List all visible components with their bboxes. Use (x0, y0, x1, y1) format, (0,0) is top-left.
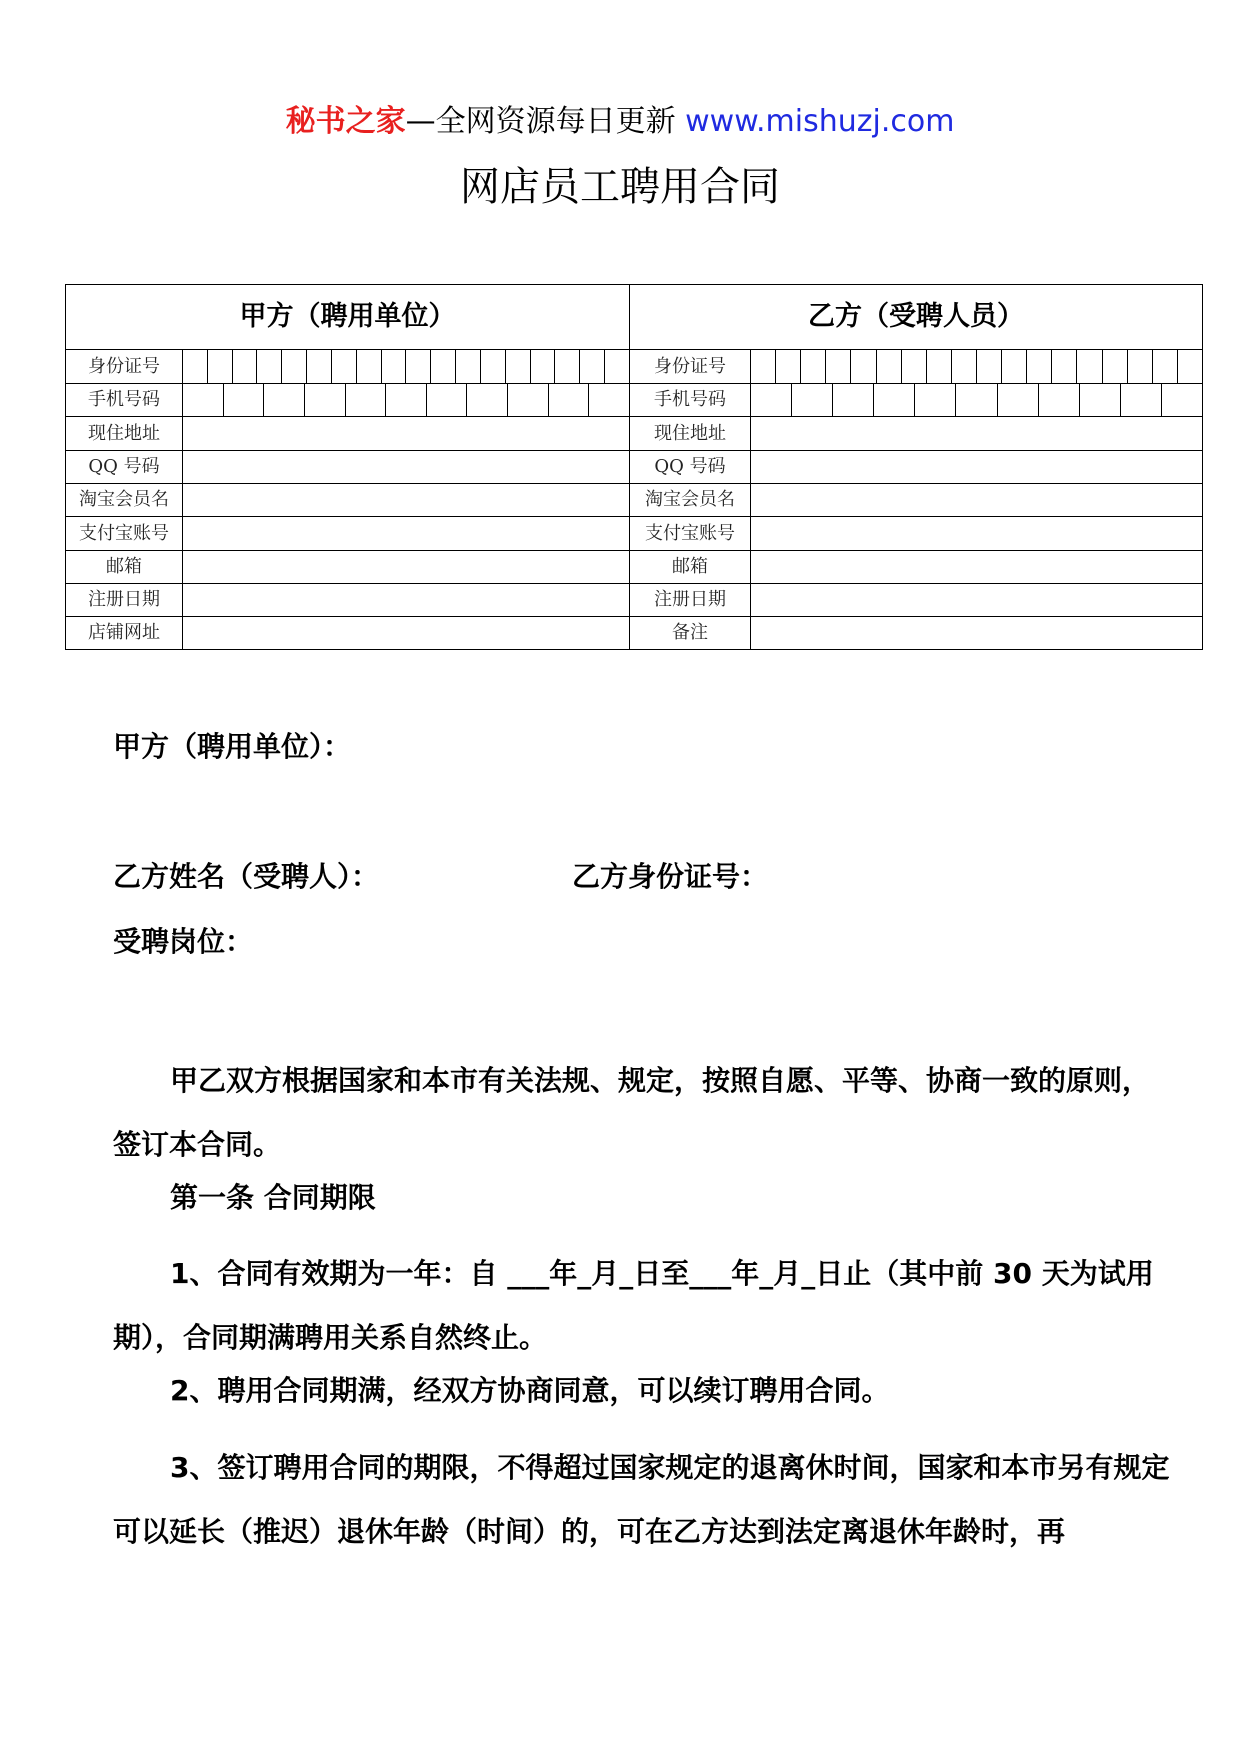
intro-paragraph: 甲乙双方根据国家和本市有关法规、规定，按照自愿、平等、协商一致的原则，签订本合同。 (113, 1064, 1151, 1161)
party-b-field-value[interactable] (751, 517, 1202, 550)
digit-boxes (751, 350, 1202, 383)
article1-item3: 3、签订聘用合同的期限，不得超过国家规定的退离休时间，国家和本市另有规定可以延长（推迟）退休年龄（时间）的，可在乙方达到法定离退休年龄时，再 (113, 1451, 1170, 1548)
digit-box[interactable] (233, 350, 258, 383)
digit-box[interactable] (431, 350, 456, 383)
party-a-field-label: 注册日期 (66, 583, 183, 616)
digit-box[interactable] (208, 350, 233, 383)
party-b-field-value[interactable] (751, 483, 1202, 516)
party-a-field-value[interactable] (183, 616, 630, 649)
digit-box[interactable] (332, 350, 357, 383)
digit-box[interactable] (605, 350, 629, 383)
digit-box[interactable] (1039, 383, 1080, 416)
party-b-field-value[interactable] (751, 550, 1202, 583)
digit-box[interactable] (589, 383, 629, 416)
digit-box[interactable] (307, 350, 332, 383)
party-b-field-value[interactable] (751, 616, 1202, 649)
party-a-field-value[interactable] (183, 450, 630, 483)
digit-box[interactable] (183, 383, 224, 416)
table-row (66, 417, 1202, 451)
table-row (66, 483, 1202, 517)
party-a-field-label: 现住地址 (66, 417, 183, 450)
article1-item2: 2、聘用合同期满，经双方协商同意，可以续订聘用合同。 (170, 1374, 890, 1407)
digit-box[interactable] (1103, 350, 1128, 383)
party-b-field-label: 支付宝账号 (630, 517, 751, 550)
digit-box[interactable] (264, 383, 305, 416)
digit-box[interactable] (977, 350, 1002, 383)
digit-box[interactable] (826, 350, 851, 383)
party-b-field-label: 现住地址 (630, 417, 751, 450)
party-a-field-value[interactable] (183, 383, 630, 416)
digit-boxes (183, 350, 629, 383)
digit-box[interactable] (902, 350, 927, 383)
digit-box[interactable] (833, 383, 874, 416)
digit-box[interactable] (427, 383, 468, 416)
party-a-field-label: 淘宝会员名 (66, 483, 183, 516)
party-a-field-value[interactable] (183, 517, 630, 550)
party-b-field-label: 备注 (630, 616, 751, 649)
digit-box[interactable] (877, 350, 902, 383)
digit-box[interactable] (1027, 350, 1052, 383)
digit-box[interactable] (792, 383, 833, 416)
digit-box[interactable] (956, 383, 997, 416)
article1-title: 第一条 合同期限 (170, 1181, 376, 1214)
digit-boxes (751, 383, 1202, 416)
digit-box[interactable] (257, 350, 282, 383)
party-a-header: 甲方（聘用单位） (66, 285, 630, 349)
digit-box[interactable] (282, 350, 307, 383)
party-b-field-label: 淘宝会员名 (630, 483, 751, 516)
digit-box[interactable] (751, 383, 792, 416)
digit-box[interactable] (751, 350, 776, 383)
brand-name: 秘书之家 (285, 104, 406, 139)
digit-box[interactable] (998, 383, 1039, 416)
party-a-field-label: 邮箱 (66, 550, 183, 583)
site-url[interactable]: www.mishuzj.com (685, 104, 955, 139)
digit-box[interactable] (776, 350, 801, 383)
party-b-name-field: 乙方姓名（受聘人）： (113, 860, 380, 893)
party-b-field-value[interactable] (751, 350, 1202, 383)
digit-box[interactable] (580, 350, 605, 383)
digit-box[interactable] (305, 383, 346, 416)
digit-box[interactable] (1153, 350, 1178, 383)
digit-box[interactable] (1128, 350, 1153, 383)
party-b-id-field: 乙方身份证号： (572, 860, 769, 893)
table-row (66, 450, 1202, 484)
position-field: 受聘岗位： (113, 925, 254, 958)
party-a-field-value[interactable] (183, 417, 630, 450)
party-a-field: 甲方（聘用单位）： (113, 730, 352, 763)
party-a-field-value[interactable] (183, 550, 630, 583)
digit-box[interactable] (406, 350, 431, 383)
party-a-field-label: 身份证号 (66, 350, 183, 383)
digit-box[interactable] (1052, 350, 1077, 383)
digit-box[interactable] (357, 350, 382, 383)
party-b-field-value[interactable] (751, 383, 1202, 416)
digit-box[interactable] (481, 350, 506, 383)
digit-box[interactable] (1162, 383, 1202, 416)
table-row (66, 583, 1202, 617)
table-row (66, 550, 1202, 584)
digit-box[interactable] (386, 383, 427, 416)
digit-box[interactable] (183, 350, 208, 383)
party-a-field-value[interactable] (183, 583, 630, 616)
party-a-field-label: QQ 号码 (66, 450, 183, 483)
party-a-field-label: 支付宝账号 (66, 517, 183, 550)
document-title: 网店员工聘用合同 (460, 164, 780, 210)
digit-box[interactable] (874, 383, 915, 416)
party-b-field-label: 手机号码 (630, 383, 751, 416)
table-row (66, 383, 1202, 417)
party-a-field-value[interactable] (183, 350, 630, 383)
digit-box[interactable] (456, 350, 481, 383)
digit-box[interactable] (927, 350, 952, 383)
digit-box[interactable] (1077, 350, 1102, 383)
digit-box[interactable] (1080, 383, 1121, 416)
party-b-field-label: 邮箱 (630, 550, 751, 583)
digit-box[interactable] (506, 350, 531, 383)
digit-box[interactable] (1178, 350, 1202, 383)
digit-box[interactable] (382, 350, 407, 383)
party-b-field-value[interactable] (751, 417, 1202, 450)
digit-box[interactable] (224, 383, 265, 416)
digit-box[interactable] (508, 383, 549, 416)
table-row (66, 517, 1202, 551)
digit-box[interactable] (801, 350, 826, 383)
digit-boxes (183, 383, 629, 416)
party-b-field-label: QQ 号码 (630, 450, 751, 483)
party-a-field-value[interactable] (183, 483, 630, 516)
party-b-field-value[interactable] (751, 450, 1202, 483)
info-table (65, 284, 1203, 650)
table-row (66, 350, 1202, 384)
party-b-header: 乙方（受聘人员） (808, 301, 1024, 332)
table-row (66, 616, 1202, 649)
party-a-field-label: 手机号码 (66, 383, 183, 416)
digit-box[interactable] (952, 350, 977, 383)
party-b-field-label: 注册日期 (630, 583, 751, 616)
table-header-row (66, 285, 1202, 350)
party-b-field-label: 身份证号 (630, 350, 751, 383)
party-a-field-label: 店铺网址 (66, 616, 183, 649)
article1-item1: 1、合同有效期为一年：自 ___年_月_日至___年_月_日止（其中前 30 天为试用期），合同期满聘用关系自然终止。 (113, 1257, 1154, 1354)
digit-box[interactable] (851, 350, 876, 383)
digit-box[interactable] (531, 350, 556, 383)
site-header (0, 102, 1240, 142)
party-b-field-value[interactable] (751, 583, 1202, 616)
slogan: —全网资源每日更新 (405, 104, 676, 139)
digit-box[interactable] (549, 383, 590, 416)
digit-box[interactable] (467, 383, 508, 416)
digit-box[interactable] (1002, 350, 1027, 383)
digit-box[interactable] (346, 383, 387, 416)
digit-box[interactable] (1121, 383, 1162, 416)
digit-box[interactable] (555, 350, 580, 383)
digit-box[interactable] (915, 383, 956, 416)
